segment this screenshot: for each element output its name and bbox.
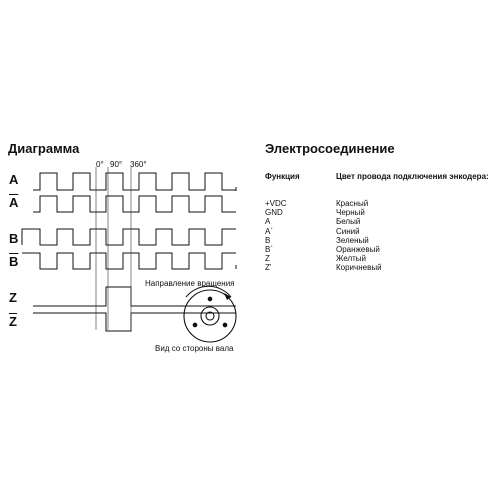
angle-label-90: 90° <box>110 160 123 169</box>
mount-hole <box>223 323 227 327</box>
signal-label-a-inverted: $\overline{A}$ <box>9 195 19 210</box>
function-cell: B` <box>265 245 273 255</box>
function-cell: A` <box>265 226 273 236</box>
signal-label-b-inverted: $\overline{B}$ <box>9 254 19 269</box>
shaft-hub <box>201 307 219 325</box>
function-cell: Z' <box>265 263 272 273</box>
waveform-a-inverted <box>33 196 236 212</box>
diagram-title: Диаграмма <box>8 141 80 156</box>
wire-color-column-header: Цвет провода подключения энкодера: <box>336 172 489 181</box>
color-cell: Белый <box>336 217 361 227</box>
function-cell: B <box>265 235 271 245</box>
angle-label-360: 360° <box>130 160 147 169</box>
function-cell: Z <box>265 254 270 264</box>
signal-label-a: A <box>9 172 19 187</box>
rotation-direction-label: Направление вращения <box>145 279 235 288</box>
signal-label-z-inverted: $\overline{Z}$ <box>9 314 17 329</box>
function-cell: +VDC <box>265 199 287 208</box>
signal-label-b: B <box>9 231 19 246</box>
function-cell: GND <box>265 208 283 218</box>
color-cell: Оранжевый <box>336 245 380 255</box>
color-cell: Желтый <box>336 254 367 264</box>
shaft-view-label: Вид со стороны вала <box>155 344 234 353</box>
color-cell: Коричневый <box>336 263 382 273</box>
function-cell: A <box>265 217 271 227</box>
angle-label-0: 0° <box>96 160 104 169</box>
function-column-header: Функция <box>265 172 300 181</box>
color-cell: Синий <box>336 226 360 236</box>
color-cell: Зеленый <box>336 235 369 245</box>
color-cell: Черный <box>336 208 365 218</box>
connection-title: Электросоединение <box>265 141 395 156</box>
waveform-b <box>22 229 236 245</box>
rotation-arrow <box>186 286 231 297</box>
signal-label-z: Z <box>9 290 17 305</box>
mount-hole <box>208 297 212 301</box>
mount-hole <box>193 323 197 327</box>
shaft-view <box>184 286 236 342</box>
waveform-a <box>33 173 236 190</box>
waveform-b-inverted <box>22 253 236 269</box>
color-cell: Красный <box>336 199 369 208</box>
